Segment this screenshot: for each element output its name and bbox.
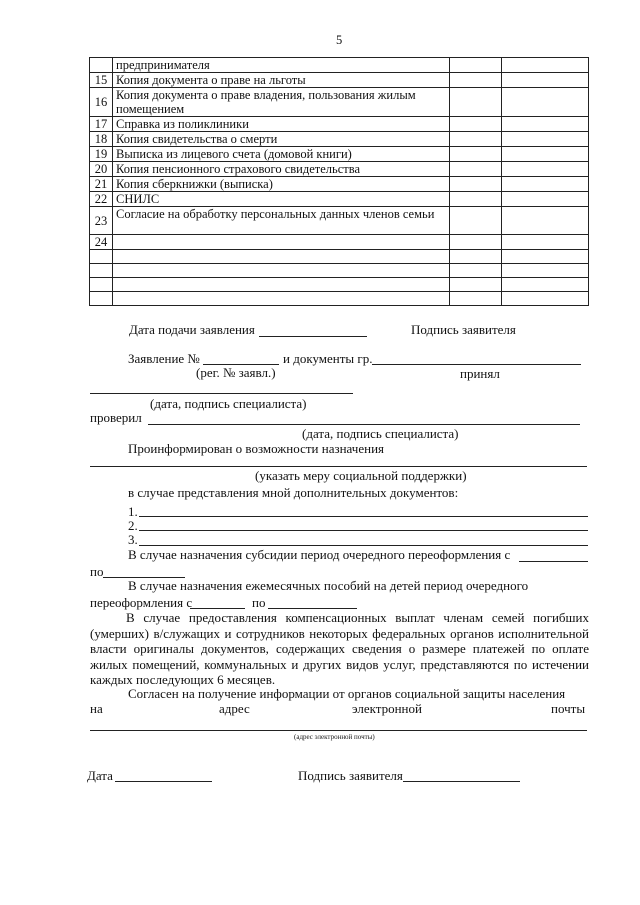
check-cell[interactable] <box>450 58 502 73</box>
note-cell[interactable] <box>502 58 589 73</box>
date-label: Дата <box>87 768 113 783</box>
citizen-name-line[interactable] <box>372 364 581 365</box>
final-sign-line[interactable] <box>403 781 520 782</box>
note-cell[interactable] <box>502 278 589 292</box>
item-1-line[interactable] <box>139 516 588 517</box>
date-line[interactable] <box>115 781 212 782</box>
accepted-label: принял <box>460 366 500 381</box>
table-row <box>90 264 589 278</box>
document-name: Копия сберкнижки (выписка) <box>113 177 450 192</box>
informed-label: Проинформирован о возможности назначения <box>128 441 385 456</box>
note-cell[interactable] <box>502 162 589 177</box>
document-name <box>113 278 450 292</box>
date-sign-spec-hint-2: (дата, подпись специалиста) <box>302 426 459 441</box>
document-name: СНИЛС <box>113 192 450 207</box>
row-number: 19 <box>90 147 113 162</box>
consent-mail: почты <box>551 701 586 716</box>
note-cell[interactable] <box>502 192 589 207</box>
check-cell[interactable] <box>450 147 502 162</box>
check-cell[interactable] <box>450 73 502 88</box>
document-name <box>113 292 450 306</box>
check-cell[interactable] <box>450 250 502 264</box>
reg-no-hint: (рег. № заявл.) <box>196 365 276 380</box>
monthly-text-2b: по <box>252 595 266 610</box>
document-name: Выписка из лицевого счета (домовой книги) <box>113 147 450 162</box>
consent-electronic: электронной <box>352 701 422 716</box>
note-cell[interactable] <box>502 117 589 132</box>
monthly-text-1: В случае назначения ежемесячных пособий на детей период очередного <box>128 578 529 593</box>
subsidy-po-label: по <box>90 564 104 579</box>
consent-na: на <box>90 701 103 716</box>
date-submit-label: Дата подачи заявления <box>129 322 255 337</box>
accepted-sign-line[interactable] <box>90 393 353 394</box>
document-name: Справка из поликлиники <box>113 117 450 132</box>
consent-text: Согласен на получение информации от органов социальной защиты населения <box>128 686 566 701</box>
row-number: 24 <box>90 235 113 250</box>
check-cell[interactable] <box>450 192 502 207</box>
extra-docs-label: в случае представления мной дополнительных документов: <box>128 485 459 500</box>
note-cell[interactable] <box>502 177 589 192</box>
row-number: 20 <box>90 162 113 177</box>
and-docs-label: и документы гр. <box>283 351 373 366</box>
table-row <box>90 250 589 264</box>
item-3-line[interactable] <box>139 545 588 546</box>
table-row <box>90 58 589 73</box>
table-row <box>90 147 589 162</box>
note-cell[interactable] <box>502 264 589 278</box>
page-number: 5 <box>336 33 343 47</box>
row-number: 23 <box>90 207 113 235</box>
note-cell[interactable] <box>502 207 589 235</box>
table-row <box>90 192 589 207</box>
support-hint: (указать меру социальной поддержки) <box>255 468 467 483</box>
table-row <box>90 132 589 147</box>
document-name <box>113 264 450 278</box>
table-row <box>90 278 589 292</box>
check-cell[interactable] <box>450 292 502 306</box>
item-2-label: 2. <box>128 518 138 533</box>
monthly-from-line[interactable] <box>190 608 245 609</box>
note-cell[interactable] <box>502 88 589 117</box>
row-number <box>90 250 113 264</box>
row-number: 15 <box>90 73 113 88</box>
note-cell[interactable] <box>502 250 589 264</box>
consent-adres: адрес <box>219 701 250 716</box>
checked-label: проверил <box>90 410 142 425</box>
row-number <box>90 278 113 292</box>
subsidy-text: В случае назначения субсидии период очередного переоформления с <box>128 547 511 562</box>
row-number: 21 <box>90 177 113 192</box>
table-row <box>90 162 589 177</box>
check-cell[interactable] <box>450 117 502 132</box>
note-cell[interactable] <box>502 235 589 250</box>
email-hint: (адрес электронной почты) <box>294 733 375 741</box>
check-cell[interactable] <box>450 177 502 192</box>
item-3-label: 3. <box>128 532 138 547</box>
check-cell[interactable] <box>450 278 502 292</box>
check-cell[interactable] <box>450 207 502 235</box>
check-cell[interactable] <box>450 132 502 147</box>
check-cell[interactable] <box>450 235 502 250</box>
table-row <box>90 88 589 117</box>
date-submit-line[interactable] <box>259 336 367 337</box>
document-name: Копия документа о праве на льготы <box>113 73 450 88</box>
document-name: Согласие на обработку персональных данных членов семьи <box>113 207 450 235</box>
item-1-label: 1. <box>128 504 138 519</box>
row-number: 22 <box>90 192 113 207</box>
note-cell[interactable] <box>502 73 589 88</box>
subsidy-from-line[interactable] <box>519 561 588 562</box>
table-row <box>90 292 589 306</box>
row-number <box>90 58 113 73</box>
row-number: 18 <box>90 132 113 147</box>
email-line[interactable] <box>90 730 587 731</box>
row-number <box>90 264 113 278</box>
monthly-text-2a: переоформления с <box>90 595 193 610</box>
note-cell[interactable] <box>502 132 589 147</box>
check-cell[interactable] <box>450 264 502 278</box>
documents-table <box>89 57 589 306</box>
document-name: Копия свидетельства о смерти <box>113 132 450 147</box>
note-cell[interactable] <box>502 292 589 306</box>
document-name: предпринимателя <box>113 58 450 73</box>
row-number: 16 <box>90 88 113 117</box>
monthly-to-line[interactable] <box>268 608 357 609</box>
table-row <box>90 235 589 250</box>
support-measure-line[interactable] <box>90 466 587 467</box>
document-name <box>113 235 450 250</box>
document-name: Копия пенсионного страхового свидетельства <box>113 162 450 177</box>
document-name <box>113 250 450 264</box>
table-row <box>90 117 589 132</box>
applicant-sign-label: Подпись заявителя <box>411 322 516 337</box>
table-row <box>90 177 589 192</box>
table-row <box>90 73 589 88</box>
item-2-line[interactable] <box>139 530 588 531</box>
document-name: Копия документа о праве владения, пользования жилым помещением <box>113 88 450 117</box>
note-cell[interactable] <box>502 147 589 162</box>
row-number: 17 <box>90 117 113 132</box>
final-sign-label: Подпись заявителя <box>298 768 403 783</box>
compensation-text: В случае предоставления компенсационных выплат членам семей погибших (умерших) в/служащих и сотрудников некоторых федеральных органов исполнительной власти оригиналы документов, содержащих сведения о размере платежей по оплате жилых помещений, коммунальных и других видов услуг, представляются по истечении каждых последующих 6 месяцев. <box>90 610 589 687</box>
checked-sign-line[interactable] <box>148 424 580 425</box>
date-sign-spec-hint-1: (дата, подпись специалиста) <box>150 396 307 411</box>
row-number <box>90 292 113 306</box>
table-row <box>90 207 589 235</box>
application-no-label: Заявление № <box>128 351 200 366</box>
check-cell[interactable] <box>450 162 502 177</box>
check-cell[interactable] <box>450 88 502 117</box>
